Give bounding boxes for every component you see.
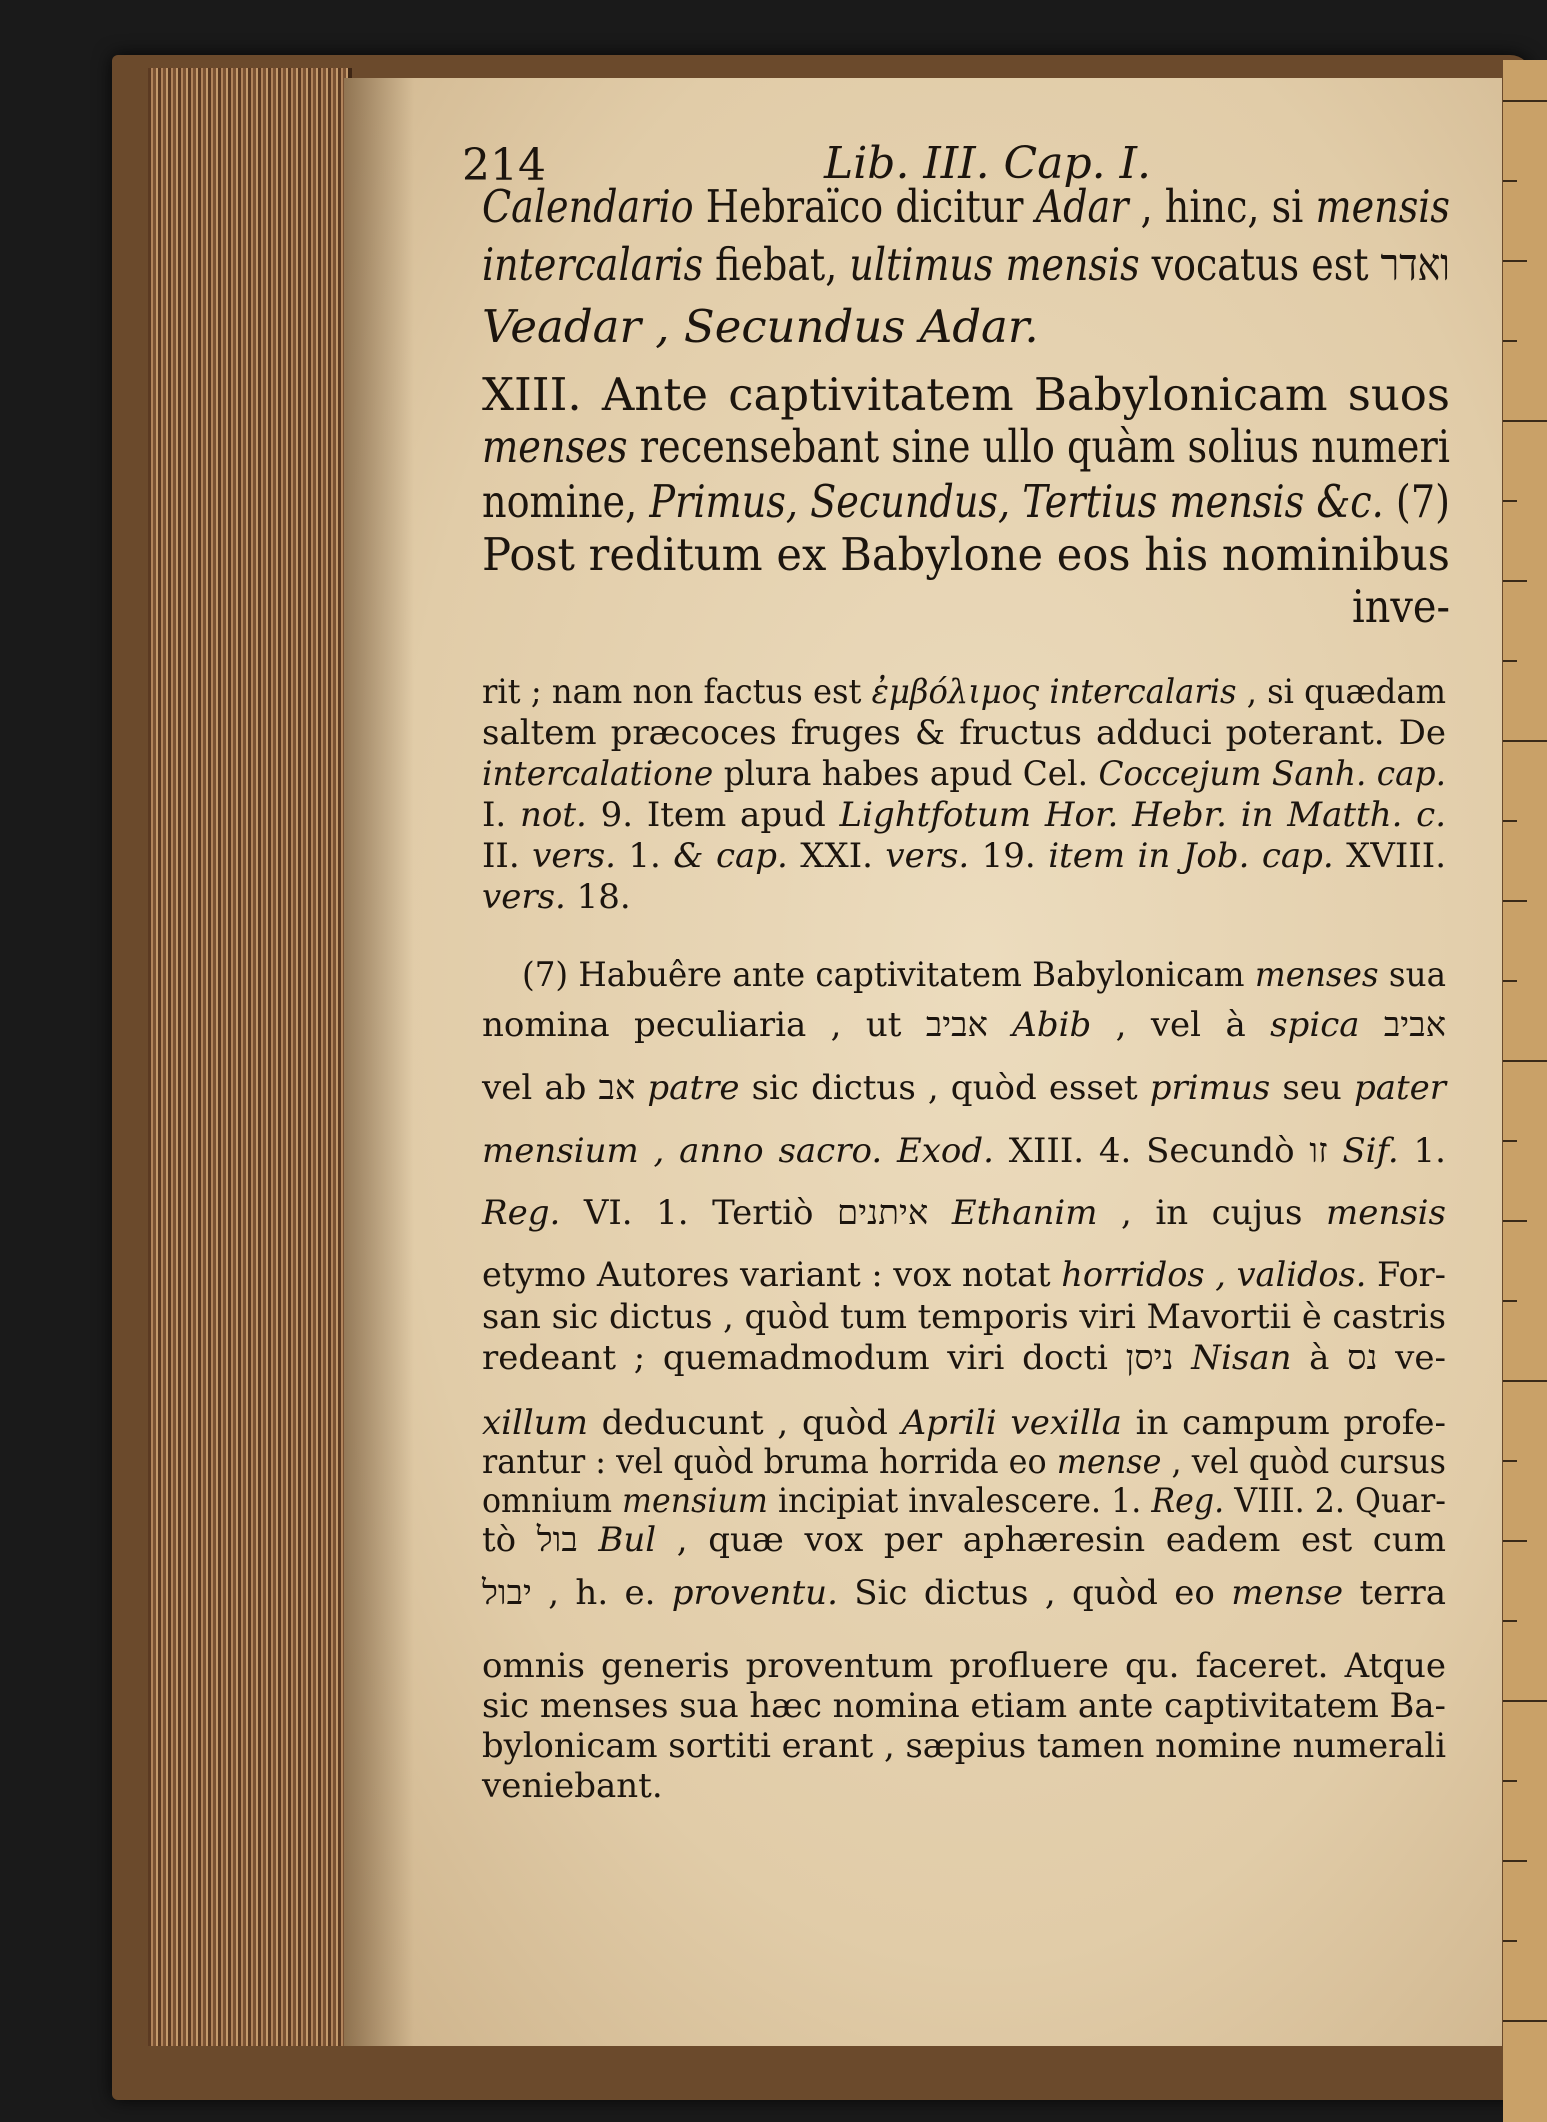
footnote-line: [482, 1005, 1446, 1045]
italic-text: mensis: [1315, 180, 1450, 233]
roman-text: tò בול: [482, 1520, 599, 1560]
roman-text: redeant ; quemadmodum viri docti ניסן: [482, 1338, 1192, 1378]
body-line: [482, 528, 1450, 581]
body-line: [1352, 580, 1450, 633]
italic-text: xillum: [482, 1403, 588, 1443]
italic-text: horridos , validos.: [1061, 1255, 1367, 1295]
upper-notes-line: [482, 795, 1446, 835]
roman-text: II.: [482, 836, 533, 876]
roman-text: terra: [1343, 1573, 1446, 1613]
roman-text: deducunt , quòd: [587, 1403, 902, 1443]
italic-text: Bul: [598, 1520, 657, 1560]
roman-text: XIII. 4. Secundò זו: [993, 1131, 1343, 1171]
page-gutter-shadow: [344, 78, 414, 2046]
roman-text: nomine,: [482, 475, 650, 528]
running-title: Lib. III. Cap. I.: [824, 138, 1151, 189]
roman-text: Post reditum ex Babylone eos his nominibus: [482, 528, 1450, 581]
italic-text: Nisan: [1191, 1338, 1292, 1378]
roman-text: rantur : vel quòd bruma horrida eo: [482, 1442, 1057, 1482]
italic-text: mensis: [1325, 1193, 1446, 1233]
italic-text: item in Job. cap.: [1048, 836, 1334, 876]
roman-text: , in cujus: [1097, 1193, 1326, 1233]
roman-text: VI. 1. Tertiò איתנים: [560, 1193, 952, 1233]
roman-text: sua: [1378, 955, 1446, 995]
roman-text: , vel quòd cursus: [1161, 1442, 1446, 1482]
footnote-line: [482, 1193, 1446, 1233]
italic-text: Aprili vexilla: [901, 1403, 1122, 1443]
footnote-line: [482, 1068, 1446, 1108]
roman-text: rit ; nam non factus est: [482, 672, 872, 712]
footnote-line: [482, 1403, 1446, 1443]
roman-text: saltem præcoces fruges & fructus adduci poterant. De: [482, 713, 1446, 753]
roman-text: omnium: [482, 1481, 623, 1521]
upper-notes-line: [482, 672, 1446, 712]
footnote-line: [522, 955, 1446, 995]
roman-text: I.: [482, 795, 521, 835]
italic-text: proventu.: [671, 1573, 838, 1613]
italic-text: vers.: [482, 877, 566, 917]
italic-text: Veadar , Secundus Adar.: [482, 300, 1039, 353]
italic-text: Primus, Secundus, Tertius mensis &c.: [649, 475, 1384, 528]
page-edges: [148, 68, 352, 2046]
upper-notes-line: [482, 836, 1446, 876]
roman-text: , quæ vox per aphæresin eadem est cum: [656, 1520, 1446, 1560]
page-number: 214: [462, 140, 546, 191]
roman-text: Sic dictus , quòd eo: [837, 1573, 1232, 1613]
body-line: [482, 420, 1450, 473]
roman-text: יבול , h. e.: [482, 1573, 672, 1613]
footnote-line: [482, 1573, 1446, 1613]
italic-text: vers.: [532, 836, 616, 876]
roman-text: à נס ve-: [1291, 1338, 1447, 1378]
italic-text: menses: [1254, 955, 1379, 995]
footnote-line: [482, 1646, 1446, 1686]
italic-text: Adar: [1035, 180, 1129, 233]
roman-text: sic menses sua hæc nomina etiam ante captivitatem Ba-: [482, 1686, 1446, 1726]
roman-text: in campum profe-: [1121, 1403, 1446, 1443]
italic-text: mensium: [622, 1481, 768, 1521]
italic-text: pater: [1353, 1068, 1447, 1108]
roman-text: recensebant sine ullo quàm solius numeri: [627, 420, 1450, 473]
italic-text: Sif.: [1342, 1131, 1399, 1171]
roman-text: XXI.: [787, 836, 886, 876]
roman-text: incipiat invalescere. 1.: [767, 1481, 1152, 1521]
italic-text: menses: [482, 420, 628, 473]
italic-text: mense: [1231, 1573, 1344, 1613]
footnote-line: [482, 1442, 1446, 1482]
footnote-line: [482, 1520, 1446, 1560]
roman-text: 18.: [565, 877, 631, 917]
italic-text: & cap.: [673, 836, 788, 876]
italic-text: ἐμβόλιμος intercalaris: [871, 672, 1237, 712]
italic-text: Calendario: [482, 180, 694, 233]
roman-text: Hebraïco dicitur: [693, 180, 1036, 233]
italic-text: Abib: [1012, 1005, 1092, 1045]
roman-text: fiebat,: [703, 238, 850, 291]
roman-text: 19.: [969, 836, 1049, 876]
footnote-line: [482, 1255, 1446, 1295]
roman-text: bylonicam sortiti erant , sæpius tamen nomine numerali: [482, 1726, 1446, 1766]
footnote-line: [482, 1726, 1446, 1766]
upper-notes-line: [482, 877, 631, 917]
upper-notes-line: [482, 754, 1446, 794]
roman-text: For-: [1366, 1255, 1446, 1295]
roman-text: inve-: [1352, 580, 1450, 633]
roman-text: 1.: [615, 836, 674, 876]
italic-text: Reg.: [1151, 1481, 1225, 1521]
roman-text: etymo Autores variant : vox notat: [482, 1255, 1062, 1295]
roman-text: , vel à: [1091, 1005, 1271, 1045]
upper-notes-line: [482, 713, 1446, 753]
body-line: [482, 368, 1450, 421]
roman-text: san sic dictus , quòd tum temporis viri Mavortii è castris: [482, 1297, 1446, 1337]
italic-text: patre: [647, 1068, 740, 1108]
footnote-line: [482, 1686, 1446, 1726]
italic-text: vers.: [885, 836, 970, 876]
roman-text: , hinc, si: [1128, 180, 1316, 233]
roman-text: vocatus est ואדר: [1139, 238, 1450, 291]
roman-text: אביב: [1359, 1005, 1446, 1045]
italic-text: mensium , anno sacro. Exod.: [482, 1131, 994, 1171]
roman-text: seu: [1270, 1068, 1354, 1108]
roman-text: VIII. 2. Quar-: [1224, 1481, 1446, 1521]
italic-text: Lightfotum Hor. Hebr. in Matth. c.: [839, 795, 1447, 835]
body-line: [482, 475, 1450, 528]
italic-text: intercalatione: [482, 754, 714, 794]
roman-text: , si quædam: [1236, 672, 1446, 712]
italic-text: primus: [1149, 1068, 1271, 1108]
italic-text: Ethanim: [951, 1193, 1098, 1233]
roman-text: plura habes apud Cel.: [713, 754, 1099, 794]
footnote-line: [482, 1338, 1446, 1378]
italic-text: spica: [1270, 1005, 1360, 1045]
body-line: [482, 300, 1039, 353]
roman-text: 1.: [1398, 1131, 1446, 1171]
roman-text: 9. Item apud: [586, 795, 840, 835]
italic-text: ultimus mensis: [849, 238, 1140, 291]
roman-text: sic dictus , quòd esset: [739, 1068, 1150, 1108]
roman-text: (7) Habuêre ante captivitatem Babylonicam: [522, 955, 1255, 995]
roman-text: XIII. Ante captivitatem Babylonicam suos: [482, 368, 1450, 421]
scale-ruler: [1503, 60, 1547, 2122]
italic-text: Reg.: [482, 1193, 561, 1233]
roman-text: veniebant.: [482, 1766, 663, 1806]
roman-text: vel ab אב: [482, 1068, 648, 1108]
roman-text: XVIII.: [1333, 836, 1447, 876]
roman-text: (7): [1383, 475, 1450, 528]
body-line: [482, 238, 1450, 291]
footnote-line: [482, 1131, 1446, 1171]
italic-text: not.: [520, 795, 587, 835]
body-line: [482, 180, 1450, 233]
italic-text: mense: [1056, 1442, 1162, 1482]
footnote-line: [482, 1766, 663, 1806]
footnote-line: [482, 1481, 1446, 1521]
footnote-line: [482, 1297, 1446, 1337]
italic-text: intercalaris: [482, 238, 704, 291]
italic-text: Coccejum Sanh. cap.: [1098, 754, 1446, 794]
roman-text: omnis generis proventum profluere qu. faceret. Atque: [482, 1646, 1446, 1686]
roman-text: nomina peculiaria , ut אביב: [482, 1005, 1013, 1045]
